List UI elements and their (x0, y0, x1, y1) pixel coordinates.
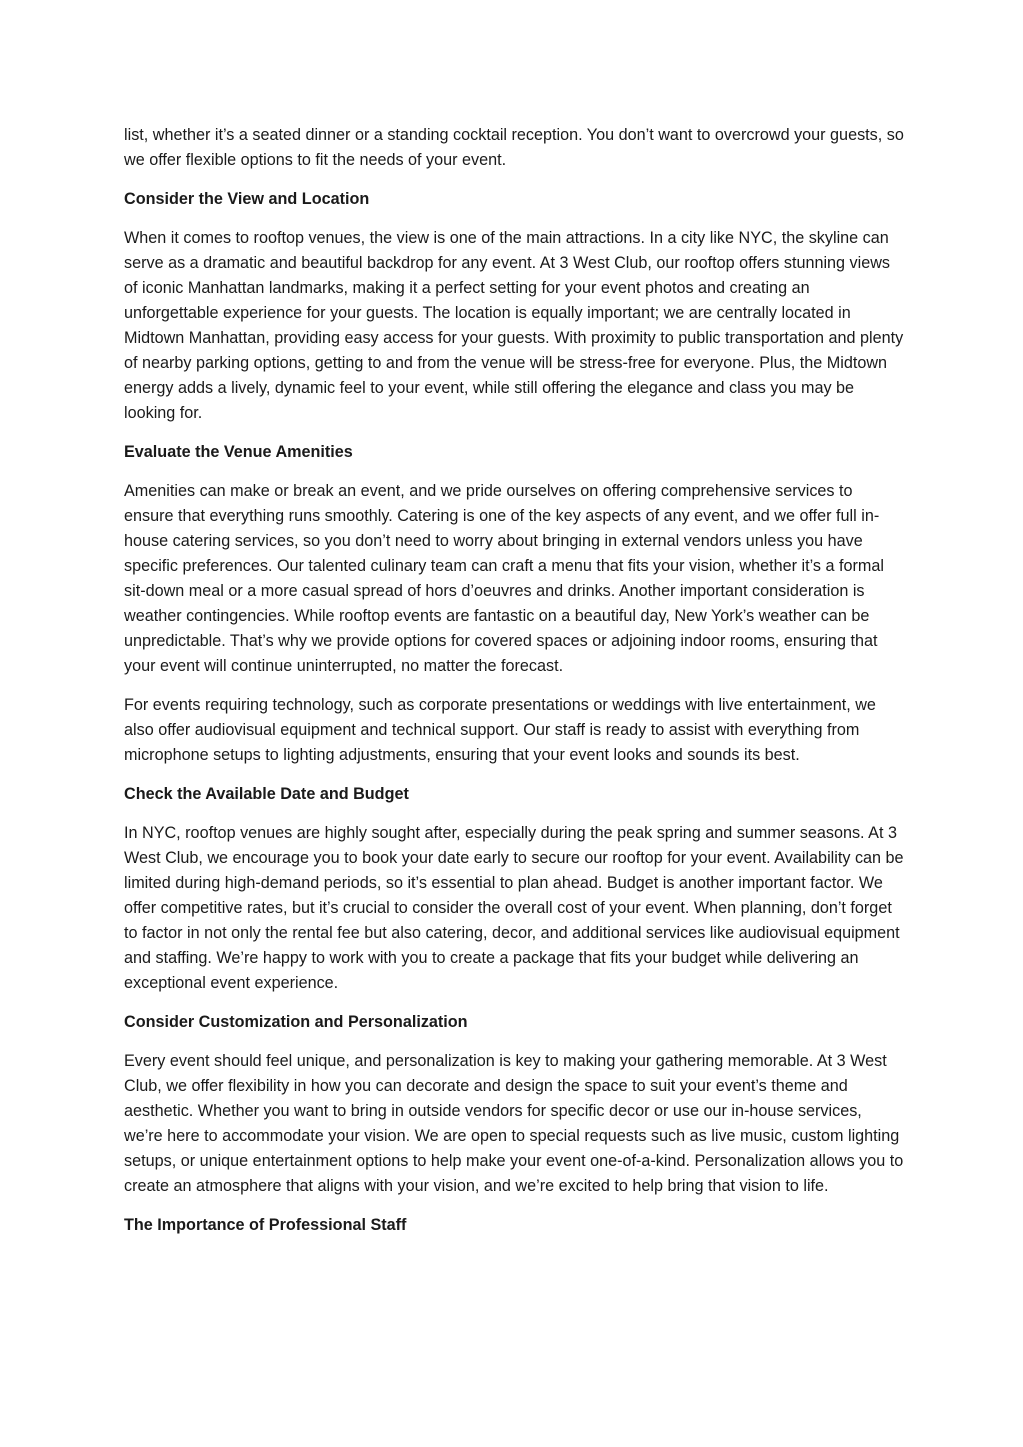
paragraph-technology: For events requiring technology, such as corporate presentations or weddings with live entertainment, we also offer audiovisual equipment and technical support. Our staff is ready to assist with everything from microphone setups to lighting adjustments, ensuring that your event looks and sounds its best. (124, 696, 876, 764)
heading-view-location: Consider the View and Location (124, 190, 370, 208)
document-body (124, 123, 904, 1252)
paragraph-amenities: Amenities can make or break an event, and we pride ourselves on offering comprehensive services to ensure that everything runs smoothly. Catering is one of the key aspects of any event, and we offer full in-house catering services, so you don’t need to worry about bringing in external vendors unless you have specific preferences. Our talented culinary team can craft a menu that fits your vision, whether it’s a formal sit-down meal or a more casual spread of hors d’oeuvres and drinks. Another important consideration is weather contingencies. While rooftop events are fantastic on a beautiful day, New York’s weather can be unpredictable. That’s why we provide options for covered spaces or adjoining indoor rooms, ensuring that your event will continue uninterrupted, no matter the forecast. (124, 482, 884, 675)
paragraph-date-budget: In NYC, rooftop venues are highly sought after, especially during the peak spring and summer seasons. At 3 West Club, we encourage you to book your date early to secure our rooftop for your event. Availability can be limited during high-demand periods, so it’s essential to plan ahead. Budget is another important factor. We offer competitive rates, but it’s crucial to consider the overall cost of your event. When planning, don’t forget to factor in not only the rental fee but also catering, decor, and additional services like audiovisual equipment and staffing. We’re happy to work with you to create a package that fits your budget while delivering an exceptional event experience. (124, 824, 904, 992)
heading-venue-amenities: Evaluate the Venue Amenities (124, 443, 353, 461)
heading-professional-staff: The Importance of Professional Staff (124, 1216, 407, 1234)
paragraph-customization: Every event should feel unique, and personalization is key to making your gathering memorable. At 3 West Club, we offer flexibility in how you can decorate and design the space to suit your event’s theme and aesthetic. Whether you want to bring in outside vendors for specific decor or use our in-house services, we’re here to accommodate your vision. We are open to special requests such as live music, custom lighting setups, or unique entertainment options to help make your event one-of-a-kind. Personalization allows you to create an atmosphere that aligns with your vision, and we’re excited to help bring that vision to life. (124, 1052, 904, 1195)
paragraph-view-location: When it comes to rooftop venues, the view is one of the main attractions. In a city like NYC, the skyline can serve as a dramatic and beautiful backdrop for any event. At 3 West Club, our rooftop offers stunning views of iconic Manhattan landmarks, making it a perfect setting for your event photos and creating an unforgettable experience for your guests. The location is equally important; we are centrally located in Midtown Manhattan, providing easy access for your guests. With proximity to public transportation and plenty of nearby parking options, getting to and from the venue will be stress-free for everyone. Plus, the Midtown energy adds a lively, dynamic feel to your event, while still offering the elegance and class you may be looking for. (124, 229, 904, 422)
heading-date-budget: Check the Available Date and Budget (124, 785, 409, 803)
paragraph-guest-list: list, whether it’s a seated dinner or a standing cocktail reception. You don’t want to overcrowd your guests, so we offer flexible options to fit the needs of your event. (124, 126, 904, 169)
heading-customization: Consider Customization and Personalization (124, 1013, 468, 1031)
